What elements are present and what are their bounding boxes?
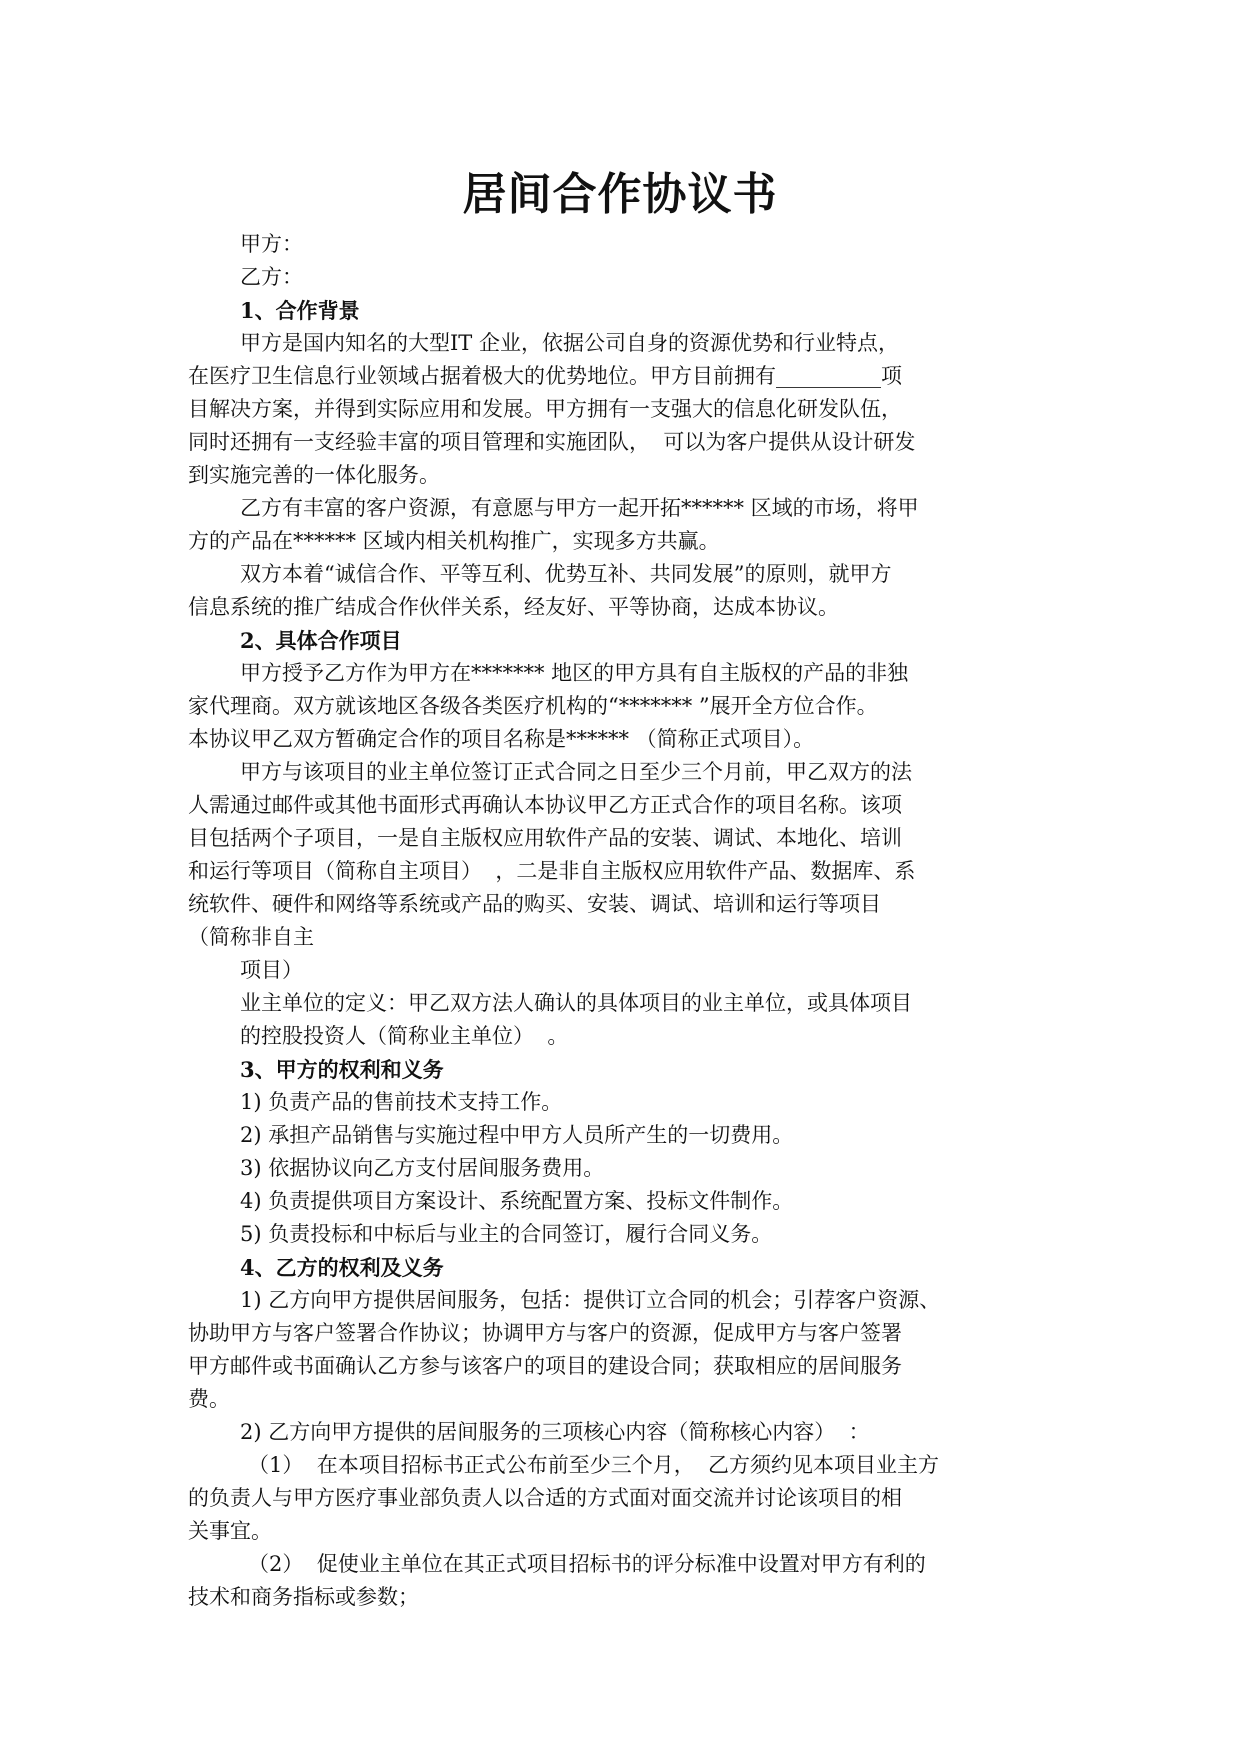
s4-p4-line: （2） 促使业主单位在其正式项目招标书的评分标准中设置对甲方有利的 [248, 1552, 926, 1576]
document-body [188, 228, 1068, 1614]
party-a-line: 甲方： [240, 232, 303, 256]
document-title: 居间合作协议书 [462, 169, 778, 220]
party-b-line: 乙方： [240, 265, 303, 289]
s2-p1-line: 家代理商。双方就该地区各级各类医疗机构的“******* ”展开全方位合作。 [188, 694, 878, 718]
s4-p3-line: 的负责人与甲方医疗事业部负责人以合适的方式面对面交流并讨论该项目的相 [188, 1486, 902, 1510]
section-1-heading: 1、合作背景 [240, 298, 360, 323]
s4-p1-line: 协助甲方与客户签署合作协议；协调甲方与客户的资源，促成甲方与客户签署 [188, 1321, 902, 1345]
s2-p2-line: 统软件、硬件和网络等系统或产品的购买、安装、调试、培训和运行等项目 [188, 892, 881, 916]
s1-p1-line: 在医疗卫生信息行业领域占据着极大的优势地位。甲方目前拥有__________项 [188, 364, 902, 388]
s1-p2-line: 乙方有丰富的客户资源，有意愿与甲方一起开拓****** 区域的市场，将甲 [240, 496, 919, 520]
s2-p1-line: 本协议甲乙双方暂确定合作的项目名称是****** （简称正式项目）。 [188, 727, 815, 751]
s1-p3-line: 信息系统的推广结成合作伙伴关系，经友好、平等协商，达成本协议。 [188, 595, 839, 619]
section-4-heading: 4、乙方的权利及义务 [240, 1255, 444, 1280]
s1-p3-line: 双方本着“诚信合作、平等互利、优势互补、共同发展”的原则，就甲方 [240, 562, 892, 586]
s3-list-item: 1) 负责产品的售前技术支持工作。 [240, 1090, 563, 1114]
s2-p2-line: （简称非自主 [188, 925, 314, 949]
s2-p2-line: 甲方与该项目的业主单位签订正式合同之日至少三个月前，甲乙双方的法 [240, 760, 912, 784]
s3-list-item: 4) 负责提供项目方案设计、系统配置方案、投标文件制作。 [240, 1189, 794, 1213]
s3-list-item: 2) 承担产品销售与实施过程中甲方人员所产生的一切费用。 [240, 1123, 794, 1147]
s1-p2-line: 方的产品在****** 区域内相关机构推广，实现多方共赢。 [188, 529, 720, 553]
s4-p4-line: 技术和商务指标或参数； [188, 1585, 419, 1609]
s2-p1-line: 甲方授予乙方作为甲方在******* 地区的甲方具有自主版权的产品的非独 [240, 661, 909, 685]
s3-list-item: 3) 依据协议向乙方支付居间服务费用。 [240, 1156, 605, 1180]
s2-p3-line: 的控股投资人（简称业主单位） 。 [240, 1024, 569, 1048]
s4-p3-line: 关事宜。 [188, 1519, 272, 1543]
s4-p1-line: 1) 乙方向甲方提供居间服务，包括：提供订立合同的机会；引荐客户资源、 [240, 1288, 941, 1312]
s1-p1-line: 同时还拥有一支经验丰富的项目管理和实施团队， 可以为客户提供从设计研发 [188, 430, 916, 454]
section-2-heading: 2、具体合作项目 [240, 628, 402, 653]
s4-p2-line: 2) 乙方向甲方提供的居间服务的三项核心内容（简称核心内容） ： [240, 1420, 870, 1444]
s1-p1-line: 目解决方案，并得到实际应用和发展。甲方拥有一支强大的信息化研发队伍， [188, 397, 902, 421]
s4-p1-line: 甲方邮件或书面确认乙方参与该客户的项目的建设合同；获取相应的居间服务 [188, 1354, 902, 1378]
s1-p1-line: 甲方是国内知名的大型IT 企业，依据公司自身的资源优势和行业特点， [240, 331, 899, 355]
s2-p2-tail: 项目） [240, 958, 303, 982]
s2-p2-line: 和运行等项目（简称自主项目） ，二是非自主版权应用软件产品、数据库、系 [188, 859, 916, 883]
s2-p3-line: 业主单位的定义：甲乙双方法人确认的具体项目的业主单位，或具体项目 [240, 991, 912, 1015]
s4-p3-line: （1） 在本项目招标书正式公布前至少三个月， 乙方须约见本项目业主方 [248, 1453, 940, 1477]
s2-p2-line: 目包括两个子项目，一是自主版权应用软件产品的安装、调试、本地化、培训 [188, 826, 902, 850]
s4-p1-line: 费。 [188, 1387, 230, 1411]
s3-list-item: 5) 负责投标和中标后与业主的合同签订，履行合同义务。 [240, 1222, 773, 1246]
s2-p2-line: 人需通过邮件或其他书面形式再确认本协议甲乙方正式合作的项目名称。该项 [188, 793, 902, 817]
s1-p1-line: 到实施完善的一体化服务。 [188, 463, 440, 487]
section-3-heading: 3、甲方的权利和义务 [240, 1057, 444, 1082]
